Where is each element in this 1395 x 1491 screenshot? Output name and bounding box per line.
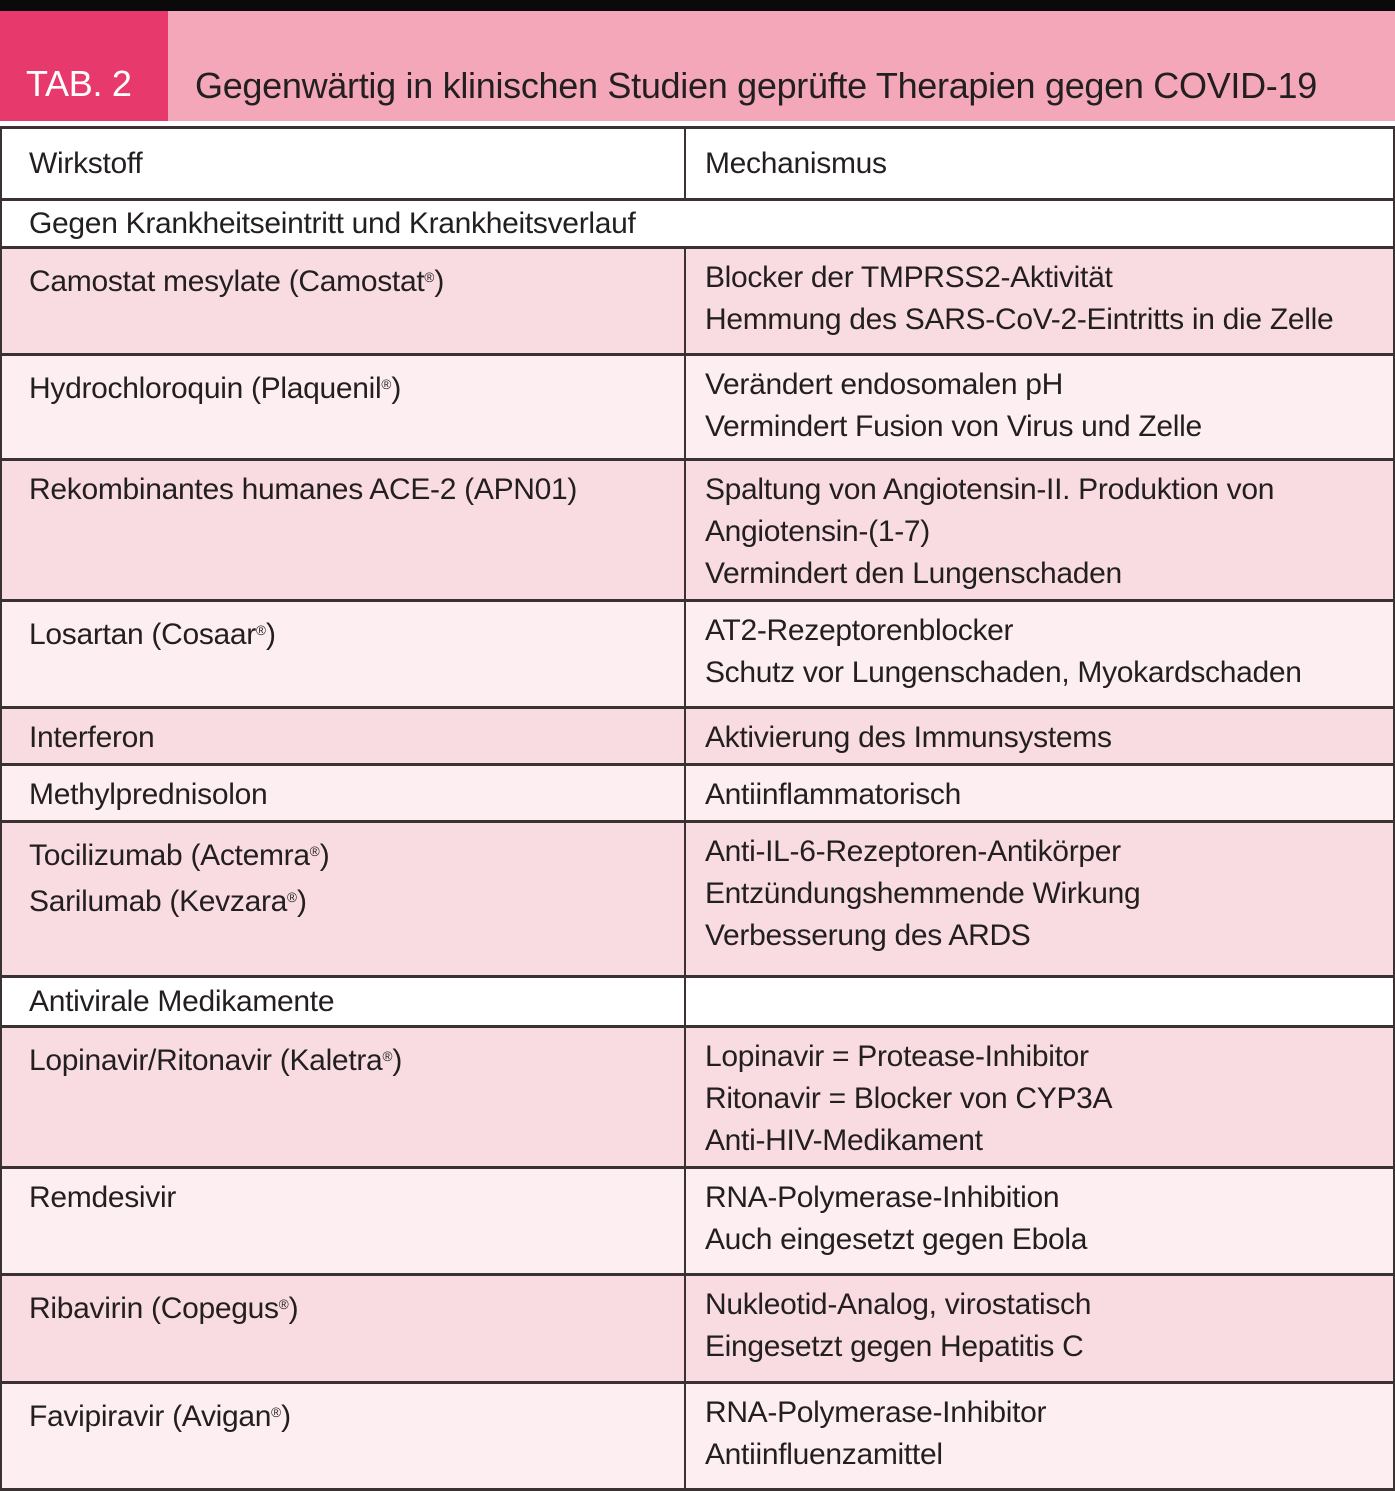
column-header-row: [1, 128, 1394, 200]
mechanismus-cell: Blocker der TMPRSS2-Aktivität Hemmung des SARS-CoV-2-Eintritts in die Zelle: [685, 248, 1394, 355]
table-tag: [0, 11, 168, 121]
top-rule: [0, 0, 1395, 11]
registered-trademark-symbol: ®: [381, 377, 392, 392]
wirkstoff-cell: Camostat mesylate (Camostat®): [1, 248, 685, 355]
wirkstoff-cell: Remdesivir: [1, 1168, 685, 1275]
wirkstoff-cell: Favipiravir (Avigan®): [1, 1383, 685, 1490]
table-header-band: [0, 11, 1395, 121]
table-body: [1, 200, 1394, 1490]
section-empty-cell: [685, 977, 1394, 1027]
mechanismus-cell: Verändert endosomalen pH Vermindert Fusion von Virus und Zelle: [685, 355, 1394, 460]
section-row: [1, 977, 1394, 1027]
mechanismus-cell: Antiinflammatorisch: [685, 765, 1394, 822]
table-tag-label: TAB. 2: [26, 63, 132, 104]
wirkstoff-cell: Hydrochloroquin (Plaquenil®): [1, 355, 685, 460]
mechanismus-cell: Anti-IL-6-Rezeptoren-Antikörper Entzündungshemmende Wirkung Verbesserung des ARDS: [685, 822, 1394, 977]
mechanismus-cell: RNA-Polymerase-Inhibition Auch eingesetzt gegen Ebola: [685, 1168, 1394, 1275]
drug-row: [1, 708, 1394, 765]
drug-row: [1, 1275, 1394, 1383]
drug-row: [1, 1383, 1394, 1490]
registered-trademark-symbol: ®: [382, 1049, 393, 1064]
column-header-wirkstoff: Wirkstoff: [1, 128, 685, 200]
drug-row: [1, 248, 1394, 355]
wirkstoff-cell: Interferon: [1, 708, 685, 765]
mechanismus-cell: Lopinavir = Protease-Inhibitor Ritonavir = Blocker von CYP3A Anti-HIV-Medikament: [685, 1027, 1394, 1168]
wirkstoff-cell: Losartan (Cosaar®): [1, 601, 685, 708]
wirkstoff-cell: Ribavirin (Copegus®): [1, 1275, 685, 1383]
registered-trademark-symbol: ®: [255, 623, 266, 638]
wirkstoff-cell: Lopinavir/Ritonavir (Kaletra®): [1, 1027, 685, 1168]
mechanismus-cell: RNA-Polymerase-Inhibitor Antiinfluenzamittel: [685, 1383, 1394, 1490]
wirkstoff-cell: Rekombinantes humanes ACE-2 (APN01): [1, 460, 685, 601]
section-row: [1, 200, 1394, 248]
column-header-mechanismus: Mechanismus: [685, 128, 1394, 200]
wirkstoff-cell: Tocilizumab (Actemra®) Sarilumab (Kevzara®): [1, 822, 685, 977]
drug-row: [1, 460, 1394, 601]
therapy-table: [0, 126, 1395, 1491]
table-title-box: [168, 11, 1395, 121]
registered-trademark-symbol: ®: [278, 1297, 289, 1312]
drug-row: [1, 601, 1394, 708]
drug-row: [1, 765, 1394, 822]
section-label: Antivirale Medikamente: [1, 977, 685, 1027]
section-label: Gegen Krankheitseintritt und Krankheitsverlauf: [1, 200, 1394, 248]
drug-row: [1, 822, 1394, 977]
mechanismus-cell: AT2-Rezeptorenblocker Schutz vor Lungenschaden, Myokardschaden: [685, 601, 1394, 708]
registered-trademark-symbol: ®: [424, 270, 435, 285]
mechanismus-cell: Aktivierung des Immunsystems: [685, 708, 1394, 765]
registered-trademark-symbol: ®: [309, 844, 320, 859]
table-title: Gegenwärtig in klinischen Studien geprüfte Therapien gegen COVID-19: [195, 65, 1317, 106]
registered-trademark-symbol: ®: [287, 889, 297, 905]
drug-row: [1, 355, 1394, 460]
mechanismus-cell: Spaltung von Angiotensin-II. Produktion von Angiotensin-(1-7) Vermindert den Lungenschaden: [685, 460, 1394, 601]
drug-row: [1, 1168, 1394, 1275]
drug-row: [1, 1027, 1394, 1168]
registered-trademark-symbol: ®: [271, 1405, 282, 1420]
mechanismus-cell: Nukleotid-Analog, virostatisch Eingesetzt gegen Hepatitis C: [685, 1275, 1394, 1383]
wirkstoff-cell: Methylprednisolon: [1, 765, 685, 822]
